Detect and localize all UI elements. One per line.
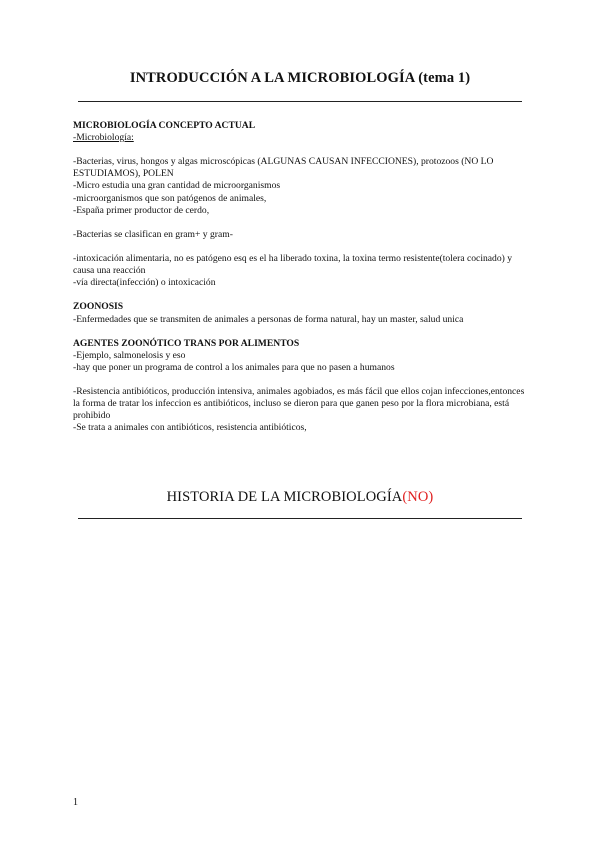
page-number: 1 [73,797,78,808]
paragraph-zoonosis: -Enfermedades que se transmiten de animales a personas de forma natural, hay un master, salud unica [73,313,464,325]
section-heading-zoonosis: ZOONOSIS [73,301,124,313]
paragraph-line: -hay que poner un programa de control a los animales para que no pasen a humanos [73,361,395,373]
section-title-historia [0,489,600,506]
paragraph-resistencia: -Resistencia antibióticos, producción intensiva, animales agobiados, es más fácil que ellos cojan infecciones,entonces la forma de tratar los infeccion es antibióticos, incluso se dieron para que ganen peso por la flora microbiana, está prohibido [73,386,527,422]
section-heading-agentes: AGENTES ZOONÓTICO TRANS POR ALIMENTOS [73,337,300,349]
historia-underline [78,518,522,519]
title-underline [78,101,522,102]
paragraph-line: -vía directa(infección) o intoxicación [73,277,216,289]
historia-title-suffix: (NO) [402,489,434,505]
paragraph-line: -Ejemplo, salmonelosis y eso [73,349,186,361]
document-body [73,120,528,434]
paragraph-line: -microorganismos que son patógenos de animales, [73,192,267,204]
subheading-microbiologia: -Microbiología: [73,132,134,144]
paragraph-line: -Micro estudia una gran cantidad de microorganismos [73,180,281,192]
historia-title-text: HISTORIA DE LA MICROBIOLOGÍA [166,489,403,505]
paragraph-line: -Se trata a animales con antibióticos, resistencia antibióticos, [73,422,307,434]
document-title: INTRODUCCIÓN A LA MICROBIOLOGÍA (tema 1) [129,70,471,86]
paragraph-line: -Bacterias, virus, hongos y algas microscópicas (ALGUNAS CAUSAN INFECCIONES), protozoos (NO LO ESTUDIAMOS), POLEN [73,156,496,180]
section-heading-concepto: MICROBIOLOGÍA CONCEPTO ACTUAL [73,120,256,131]
paragraph-gram: -Bacterias se clasifican en gram+ y gram- [73,228,233,240]
paragraph-line: -intoxicación alimentaria, no es patógeno esq es el ha liberado toxina, la toxina termo resistente(tolera cocinado) y causa una reacción [73,253,515,277]
paragraph-line: -España primer productor de cerdo, [73,204,210,216]
